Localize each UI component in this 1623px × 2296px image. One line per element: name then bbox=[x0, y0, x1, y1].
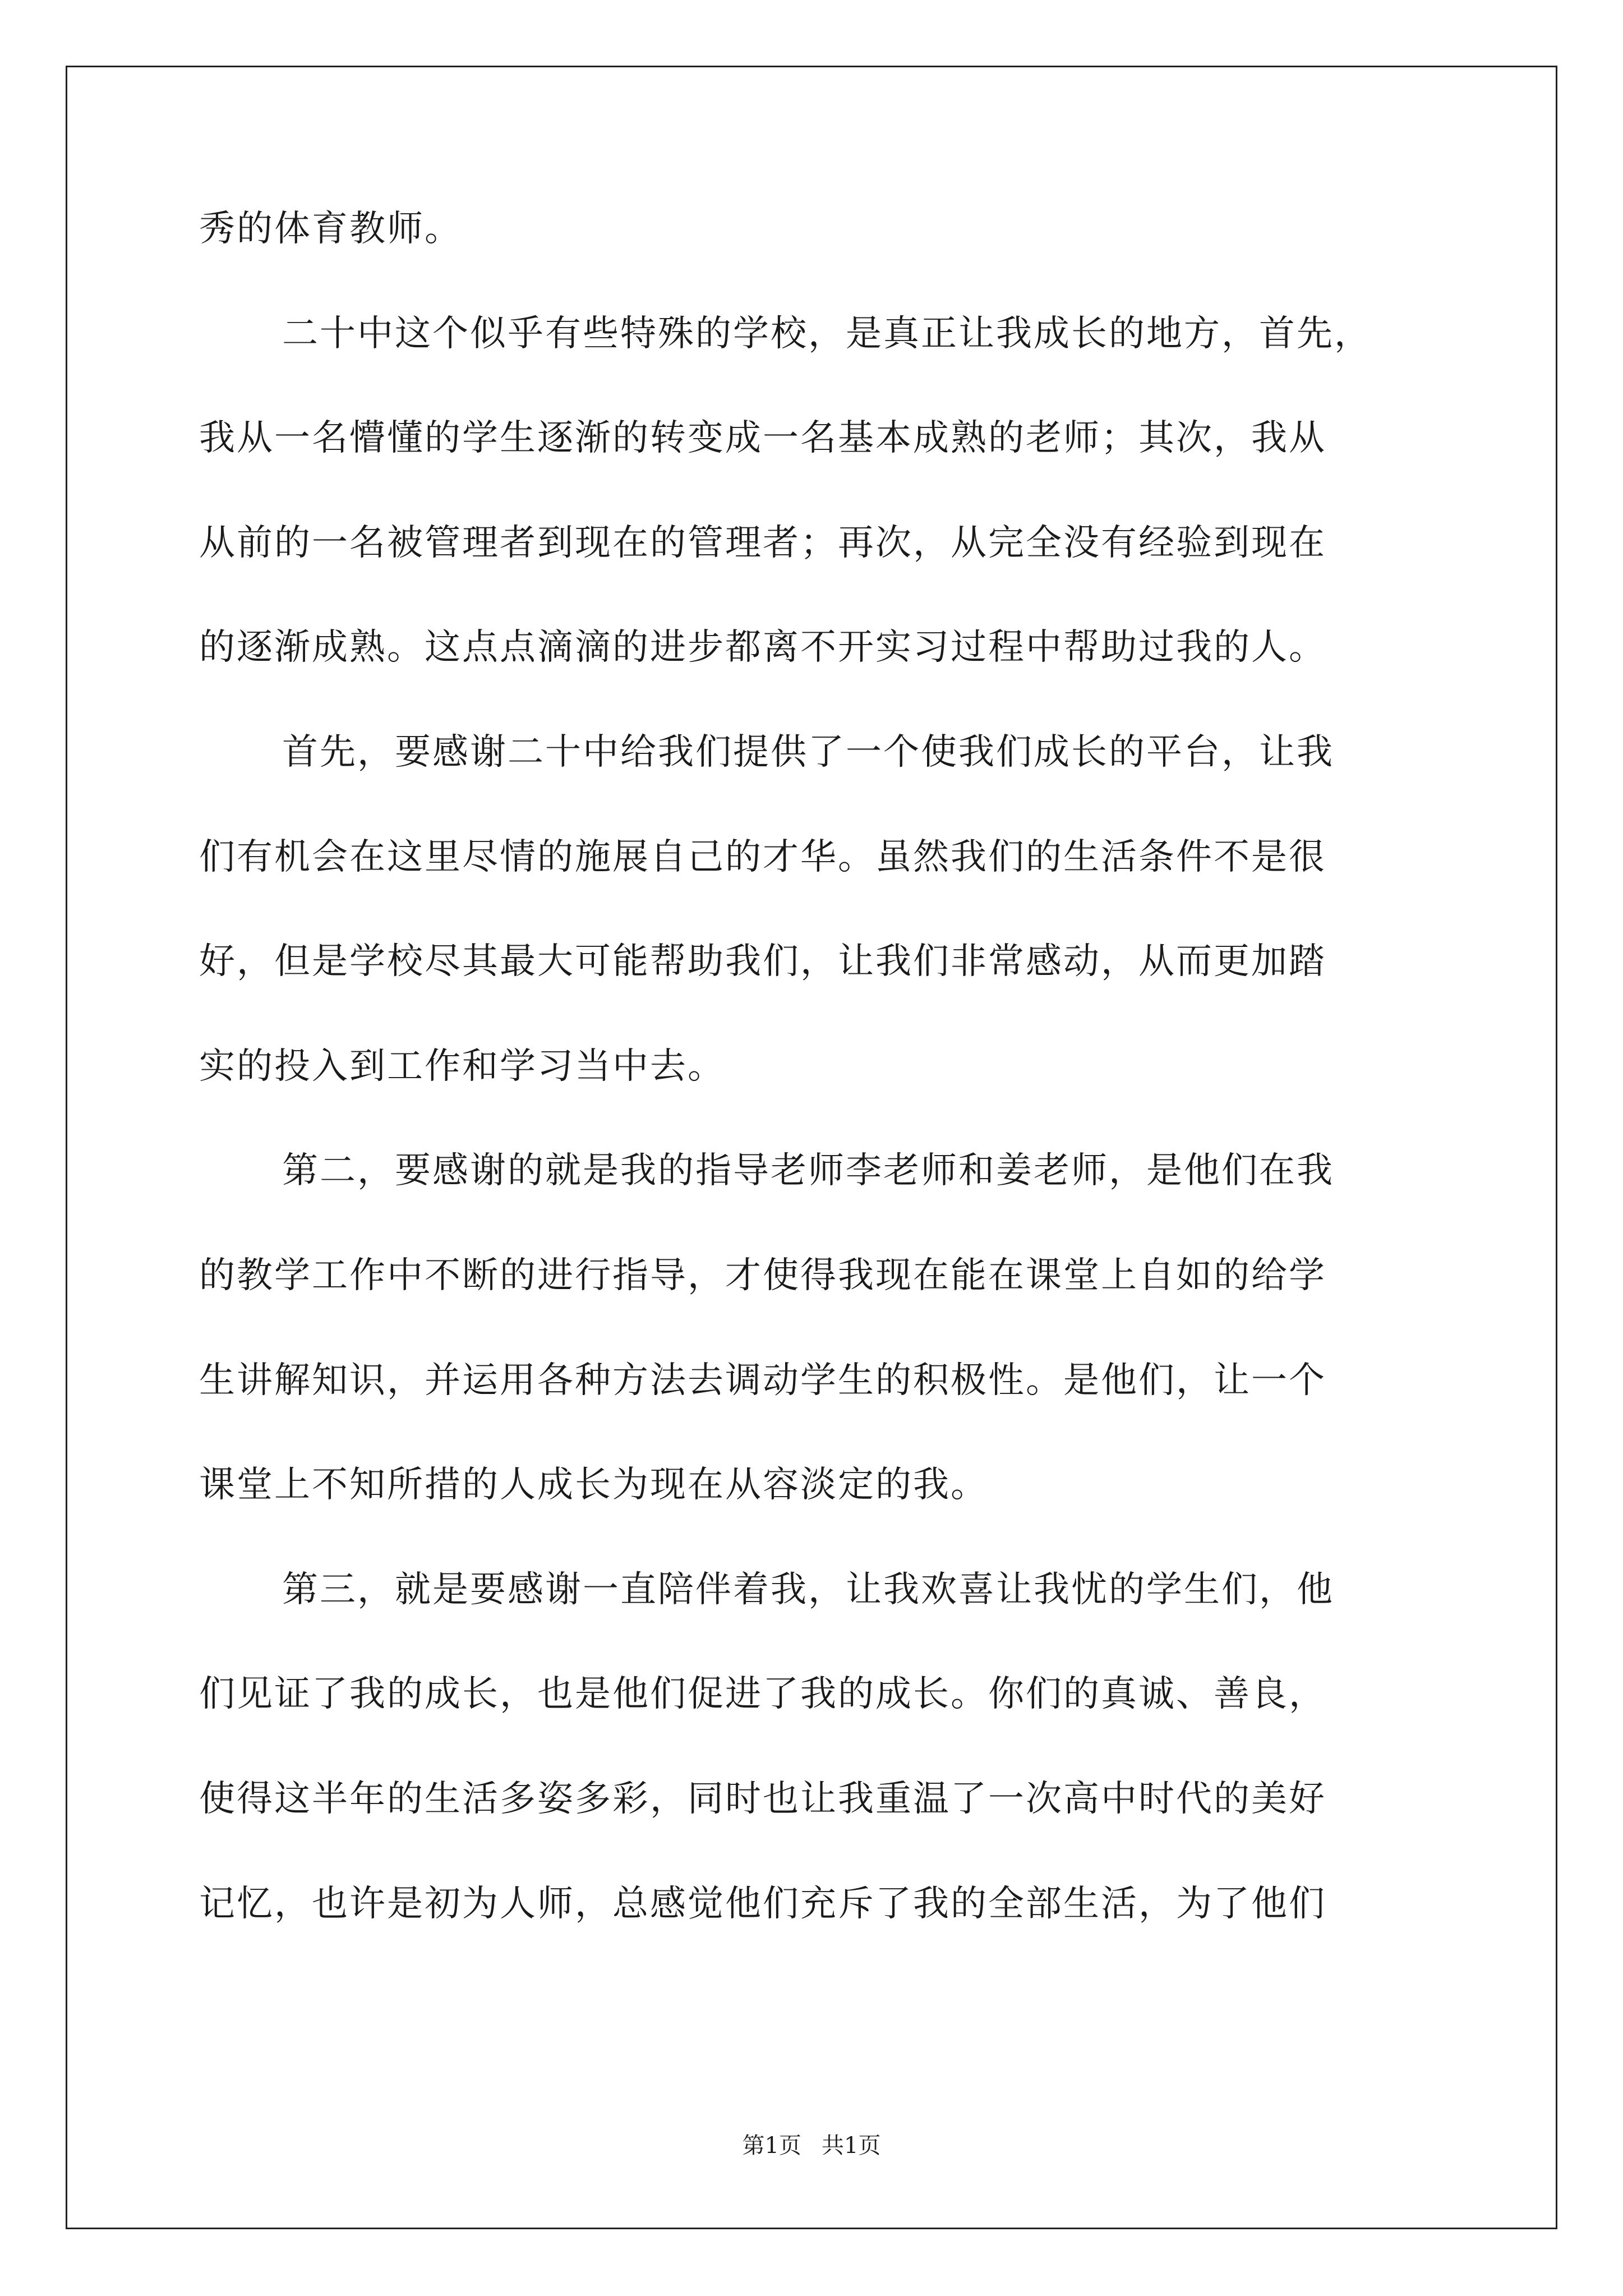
text-line: 二十中这个似乎有些特殊的学校，是真正让我成长的地方，首先， bbox=[282, 312, 1372, 355]
text-line: 实的投入到工作和学习当中去。 bbox=[199, 1045, 725, 1087]
text-line: 的逐渐成熟。这点点滴滴的进步都离不开实习过程中帮助过我的人。 bbox=[199, 627, 1326, 669]
text-line: 从前的一名被管理者到现在的管理者；再次，从完全没有经验到现在 bbox=[199, 522, 1326, 564]
text-line: 秀的体育教师。 bbox=[199, 208, 462, 250]
text-line: 首先，要感谢二十中给我们提供了一个使我们成长的平台，让我 bbox=[282, 731, 1334, 773]
text-line: 我从一名懵懂的学生逐渐的转变成一名基本成熟的老师；其次，我从 bbox=[199, 417, 1326, 459]
text-line: 们见证了我的成长，也是他们促进了我的成长。你们的真诚、善良， bbox=[199, 1673, 1326, 1715]
text-line: 的教学工作中不断的进行指导，才使得我现在能在课堂上自如的给学 bbox=[199, 1255, 1326, 1296]
text-line: 们有机会在这里尽情的施展自己的才华。虽然我们的生活条件不是很 bbox=[199, 836, 1326, 878]
page-number-current: 第1页 bbox=[742, 2133, 801, 2159]
text-line: 使得这半年的生活多姿多彩，同时也让我重温了一次高中时代的美好 bbox=[199, 1778, 1326, 1820]
page-footer bbox=[0, 2132, 1623, 2160]
text-line: 记忆，也许是初为人师，总感觉他们充斥了我的全部生活，为了他们 bbox=[199, 1883, 1326, 1925]
text-line: 第二，要感谢的就是我的指导老师李老师和姜老师，是他们在我 bbox=[282, 1150, 1334, 1192]
page-number-total: 共1页 bbox=[822, 2133, 881, 2159]
text-line: 生讲解知识，并运用各种方法去调动学生的积极性。是他们，让一个 bbox=[199, 1359, 1326, 1401]
text-line: 第三，就是要感谢一直陪伴着我，让我欢喜让我忧的学生们，他 bbox=[282, 1568, 1334, 1611]
text-line: 课堂上不知所措的人成长为现在从容淡定的我。 bbox=[199, 1464, 988, 1506]
text-line: 好，但是学校尽其最大可能帮助我们，让我们非常感动，从而更加踏 bbox=[199, 941, 1326, 983]
